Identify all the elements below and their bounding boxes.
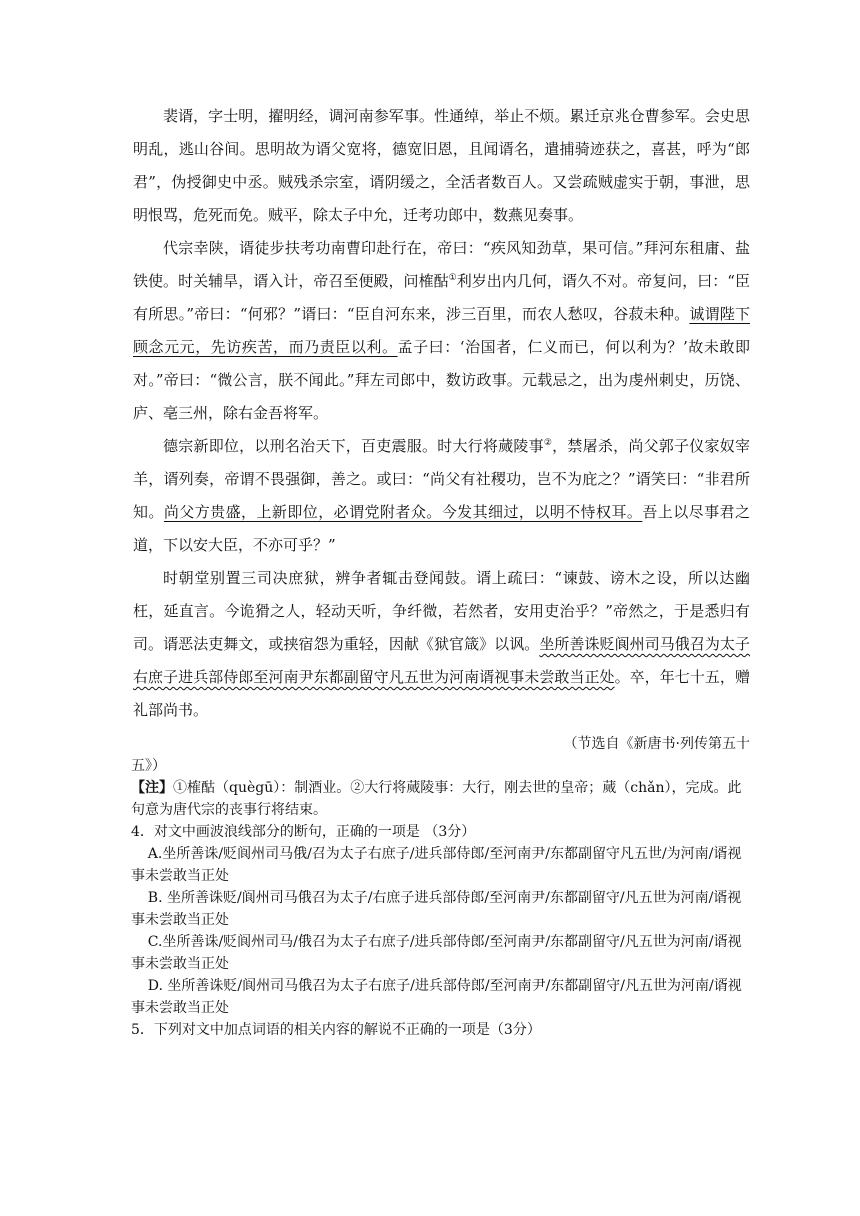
source-citation-continued: 五》） [131, 758, 166, 774]
paragraph-text: 德宗新即位，以刑名治天下，百吏震服。时大行将蒇陵事 [163, 437, 544, 455]
paragraph-text: 利岁出内几何，谞久不对。帝复问，曰：“臣有所思。”帝曰：“何邪？”谞曰：“臣自河东来，涉三百里，而农人愁叹，谷菽未种。 [133, 272, 750, 323]
note-tag: 【注】 [131, 780, 173, 796]
footnote-marker: ② [543, 438, 553, 448]
passage-paragraph-4 [133, 562, 750, 727]
question-4-option-c: C.坐所善诛/贬阆州司马/俄召为太子右庶子/进兵部侍郎/至河南尹/东都副留守/凡五世为河南/谞视事未尝敢当正处 [131, 934, 742, 972]
paragraph-text: 孟子曰：‘治国者，仁义而已，何以利为？’故未敢即对。”帝曰：“微公言，朕不闻此。”拜左司郎中，数访政事。元载忌之，出为虔州刺史，历饶、庐、亳三州，除右金吾将军。 [133, 338, 750, 422]
underlined-sentence: 诚谓陛下顾念元元，先访疾苦，而乃责臣以利。 [133, 305, 750, 356]
question-4-option-a: A.坐所善诛/贬阆州司马俄/召为太子右庶子/进兵部侍郎/至河南尹/东都副留守凡五世/为河南/谞视事未尝敢当正处 [131, 846, 742, 884]
passage-paragraph-1 [133, 100, 750, 232]
note-text: ①榷酤（quègū）：制酒业。②大行将蒇陵事：大行，刚去世的皇帝；蒇（chǎn），完成。此句意为唐代宗的丧事行将结束。 [131, 780, 742, 818]
paragraph-text: ，禁屠杀，尚父郭子仪家奴宰羊，谞列奏，帝谓不畏强御，善之。或曰：“尚父有社稷功，岂不为庇之？”谞笑曰：“非君所知。 [133, 437, 750, 521]
footnote-marker: ① [448, 273, 457, 283]
paragraph-text: 裴谞，字士明，擢明经，调河南参军事。性通绰，举止不烦。累迁京兆仓曹参军。会史思明乱，逃山谷间。思明故为谞父宽将，德宽旧恩，且闻谞名，遣捕骑迹获之，喜甚，呼为“郎君”，伪授御史中丞。贼残杀宗室，谞阴缓之，全活者数百人。又尝疏贼虚实于朝，事泄，思明恨骂，危死而免。贼平，除太子中允，迁考功郎中，数燕见奏事。 [133, 107, 750, 224]
paragraph-text: 。卒，年七十五，赠礼部尚书。 [133, 668, 750, 719]
passage-paragraph-2 [133, 232, 750, 430]
paragraph-text: 吾上以尽事君之道，下以安大臣，不亦可乎？” [133, 503, 750, 554]
passage-paragraph-3 [133, 430, 750, 562]
source-citation: （节选自《新唐书·列传第五十 [563, 736, 750, 752]
question-4-stem: 4．对文中画波浪线部分的断句，正确的一项是 （3分） [131, 824, 476, 840]
paragraph-text: 时朝堂别置三司决庶狱，辨争者辄击登闻鼓。谞上疏曰：“谏鼓、谤木之设，所以达幽枉，延直言。今诡猾之人，轻动天听，争纤微，若然者，安用吏治乎？”帝然之，于是悉归有司。谞恶法吏舞文，或挟宿怨为重轻，因献《狱官箴》以讽。 [133, 569, 750, 653]
question-4-option-b: B. 坐所善诛贬/阆州司马俄召为太子/右庶子进兵部侍郎/至河南尹/东都副留守/凡五世为河南/谞视事未尝敢当正处 [131, 890, 742, 928]
question-5-stem: 5．下列对文中加点词语的相关内容的解说不正确的一项是（3分） [131, 1022, 541, 1038]
paragraph-text: 代宗幸陕，谞徒步扶考功南曹印赴行在，帝曰：“疾风知劲草，果可信。”拜河东租庸、盐铁使。时关辅旱，谞入计，帝召至便殿，问榷酤 [133, 239, 750, 290]
wavy-underlined-sentence: 坐所善诛贬阆州司马俄召为太子右庶子进兵部侍郎至河南尹东都副留守凡五世为河南谞视事未尝敢当正处 [133, 635, 750, 686]
underlined-sentence: 尚父方贵盛，上新即位，必谓党附者众。今发其细过，以明不恃权耳。 [163, 503, 643, 521]
question-4-option-d: D. 坐所善诛贬/阆州司马俄召为太子右庶子/进兵部侍郎/至河南尹/东都副留守/凡五世为河南/谞视事未尝敢当正处 [131, 978, 742, 1016]
annotation-note [131, 777, 750, 821]
